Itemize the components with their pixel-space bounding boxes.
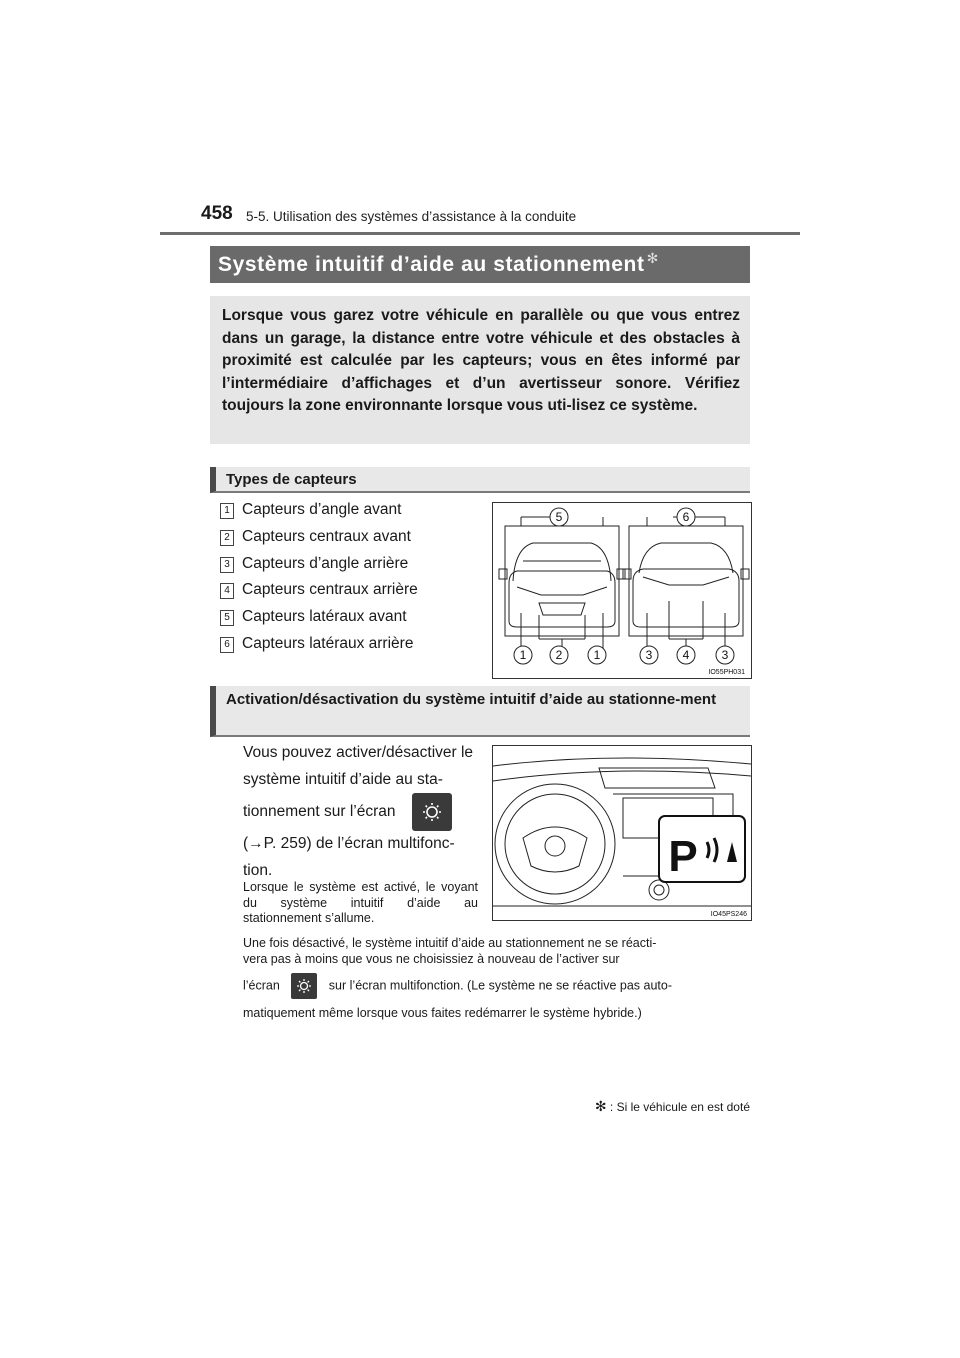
callout-3: 3	[645, 648, 653, 662]
callout-1b: 1	[593, 648, 601, 662]
page-title: Système intuitif d’aide au stationnement	[218, 252, 645, 276]
sensor-list	[220, 497, 485, 658]
sensor-label: Capteurs d’angle arrière	[242, 554, 409, 572]
dashboard-illustration	[492, 745, 752, 921]
list-item	[220, 524, 485, 551]
note-line: Une fois désactivé, le système intuitif d’aide au stationnement ne se réacti-	[243, 936, 657, 950]
callout-3b: 3	[721, 648, 729, 662]
list-item	[220, 631, 485, 658]
sensor-label: Capteurs centraux arrière	[242, 581, 418, 599]
note-line: vera pas à moins que vous ne choisissiez à nouveau de l’activer sur	[243, 952, 620, 966]
sensor-label: Capteurs d’angle avant	[242, 501, 402, 518]
footnote-text: : Si le véhicule en est doté	[609, 1100, 750, 1114]
note-indicator: Lorsque le système est activé, le voyant du système intuitif d’aide au stationnement s’allume.	[243, 880, 478, 925]
number-badge: 1	[220, 503, 234, 519]
sensor-diagram	[492, 502, 752, 679]
list-item	[220, 577, 485, 604]
note-line-with-icon	[243, 973, 750, 999]
settings-gear-icon	[412, 793, 452, 831]
heading-activation: Activation/désactivation du système intuitif d’aide au stationne-ment	[210, 686, 750, 737]
callout-4: 4	[682, 648, 690, 662]
footnote-asterisk: ✻	[594, 1098, 607, 1114]
header-divider	[160, 232, 800, 235]
settings-gear-icon	[291, 973, 317, 999]
number-badge: 2	[220, 530, 234, 546]
callout-2: 2	[555, 648, 563, 662]
callout-6: 6	[682, 510, 690, 524]
body-text-part1: Vous pouvez activer/désactiver le système intuitif d’aide au sta-tionnement sur l’écran	[243, 744, 474, 821]
figure-code: IO45PS246	[710, 911, 747, 918]
chapter-title: 5-5. Utilisation des systèmes d’assistance à la conduite	[246, 209, 577, 224]
sensor-label: Capteurs latéraux arrière	[242, 634, 414, 652]
figure-code: IO55PH031	[708, 669, 745, 676]
sensor-label: Capteurs centraux avant	[242, 527, 411, 545]
note-line: matiquement même lorsque vous faites redémarrer le système hybride.)	[243, 1006, 642, 1020]
list-item	[220, 551, 485, 578]
footnote	[578, 1098, 750, 1115]
car-front-rear-illustration	[493, 503, 751, 678]
callout-1: 1	[519, 648, 527, 662]
sensor-label: Capteurs latéraux avant	[242, 608, 407, 626]
note-deactivation	[243, 935, 750, 1021]
body-text-part2: (→P. 259) de l’écran multifonc-tion.	[243, 835, 455, 879]
heading-sensor-types: Types de capteurs	[210, 467, 750, 493]
page-number: 458	[201, 203, 233, 224]
section-title-bar	[210, 246, 750, 283]
note-text-post-icon: sur l’écran multifonction. (Le système ne se réactive pas auto-	[328, 978, 673, 993]
note-text-pre-icon: l’écran	[243, 978, 280, 993]
list-item	[220, 604, 485, 631]
intro-box: Lorsque vous garez votre véhicule en parallèle ou que vous entrez dans un garage, la distance entre votre véhicule et des obstacles à proximité est calculée par les capteurs; vous en êtes informé par l’intermédiaire d’affichages et d’un avertisseur sonore. Vérifiez toujours la zone environnante lorsque vous uti-lisez ce système.	[210, 296, 750, 444]
list-item	[220, 497, 485, 524]
activation-instructions	[243, 740, 478, 884]
number-badge: 3	[220, 557, 234, 573]
number-badge: 5	[220, 610, 234, 626]
callout-5: 5	[555, 510, 563, 524]
title-asterisk: ✻	[646, 250, 659, 266]
parking-indicator-letter: P	[668, 832, 698, 881]
number-badge: 6	[220, 637, 234, 653]
number-badge: 4	[220, 583, 234, 599]
